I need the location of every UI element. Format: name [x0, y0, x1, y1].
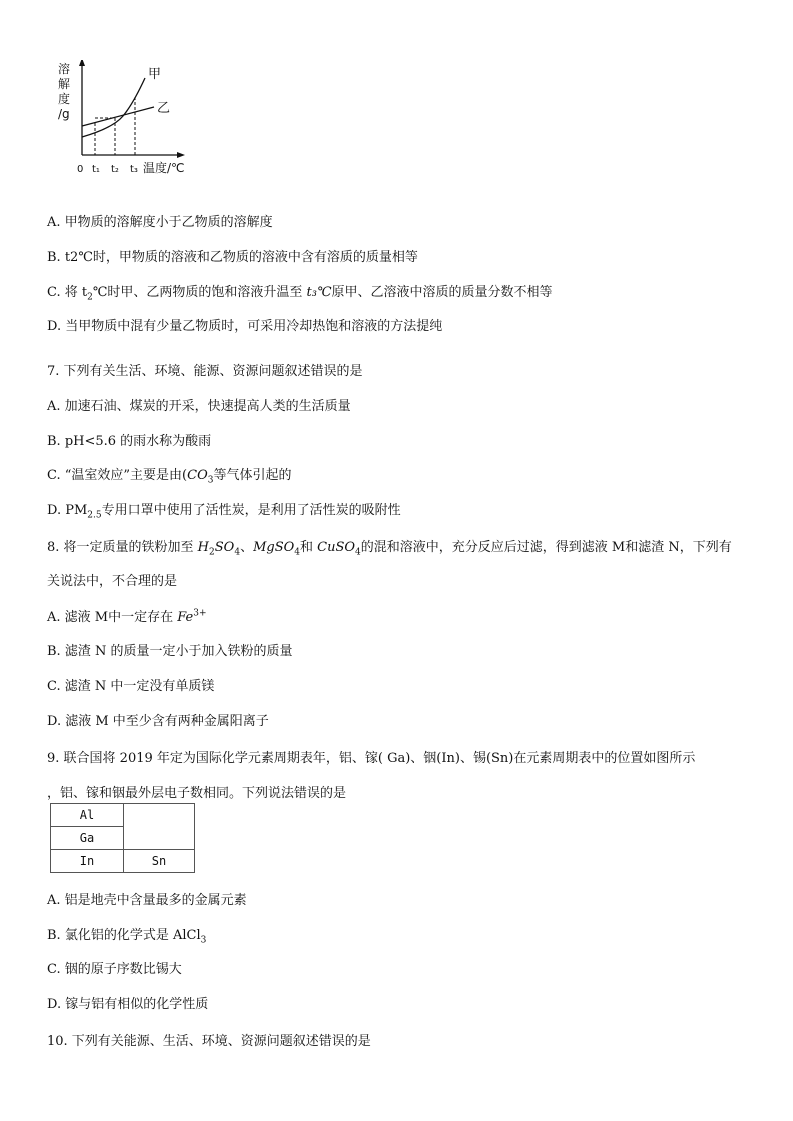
q9-option-d: D. 镓与铝有相似的化学性质 — [47, 997, 209, 1012]
q6-option-c-part2: ℃时甲、乙两物质的饱和溶液升温至 — [92, 285, 307, 300]
graph-tick-t2: t₂ — [111, 164, 119, 175]
graph-label-yi: 乙 — [157, 101, 171, 116]
q10-stem: 10. 下列有关能源、生活、环境、资源问题叙述错误的是 — [47, 1034, 371, 1049]
q8-option-c: C. 滤渣 N 中一定没有单质镁 — [47, 679, 215, 694]
q7-option-c-sub: 3 — [207, 475, 214, 486]
q6-option-d: D. 当甲物质中混有少量乙物质时，可采用冷却热饱和溶液的方法提纯 — [47, 319, 443, 334]
q6-option-c-sub: 2 — [87, 292, 93, 303]
graph-origin: 0 — [77, 164, 84, 175]
periodic-table-fragment — [50, 803, 195, 873]
graph-tick-t1: t₁ — [92, 164, 100, 175]
q8-option-a-part1: A. 滤液 M中一定存在 — [47, 610, 178, 625]
q7-option-d-sub: 2.5 — [87, 510, 102, 521]
graph-ylabel-4: /g — [58, 107, 70, 121]
q8-option-b: B. 滤渣 N 的质量一定小于加入铁粉的质量 — [47, 644, 293, 659]
q7-option-c — [47, 467, 291, 485]
q8-formula-mgso4-sub: 4 — [294, 547, 301, 558]
q8-sep2: 和 — [300, 540, 318, 555]
solubility-graph — [58, 60, 198, 180]
q8-option-a-sup: 3+ — [193, 608, 207, 619]
q9-stem-line1: 9. 联合国将 2019 年定为国际化学元素周期表年，铝、镓( Ga)、铟(In)、锡(Sn)在元素周期表中的位置如图所示 — [47, 751, 696, 766]
q6-option-c-t3: t₃℃ — [306, 285, 332, 300]
q8-stem-line1 — [47, 539, 732, 557]
q8-stem-line2: 关说法中，不合理的是 — [47, 574, 178, 589]
graph-curve-yi — [82, 107, 154, 126]
q8-formula-cuso4: CuSO — [317, 540, 356, 555]
q7-option-c-part2: 等气体引起的 — [213, 468, 292, 483]
q8-option-a-ion: Fe — [177, 610, 194, 625]
q8-formula-h2so4-h: H — [197, 540, 210, 555]
q7-option-d-part1: D. PM — [47, 503, 88, 518]
q7-option-c-formula: CO — [187, 468, 208, 483]
graph-tick-t3: t₃ — [130, 164, 138, 175]
q6-option-b: B. t2℃时，甲物质的溶液和乙物质的溶液中含有溶质的质量相等 — [47, 250, 418, 265]
q6-option-a: A. 甲物质的溶解度小于乙物质的溶解度 — [47, 215, 273, 230]
pt-cell-ga: Ga — [51, 827, 124, 850]
q7-option-d-part2: 专用口罩中使用了活性炭，是利用了活性炭的吸附性 — [101, 503, 401, 518]
q7-option-d — [47, 502, 401, 520]
q8-stem-part2: 的混和溶液中，充分反应后过滤，得到滤液 M和滤渣 N，下列有 — [360, 540, 732, 555]
pt-cell-al: Al — [51, 804, 124, 827]
graph-y-arrow — [79, 60, 85, 66]
q9-option-b-sub: 3 — [200, 935, 207, 946]
q7-stem: 7. 下列有关生活、环境、能源、资源问题叙述错误的是 — [47, 364, 363, 379]
pt-cell-sn: Sn — [124, 850, 195, 873]
q8-formula-h2so4-so: SO — [214, 540, 235, 555]
graph-ylabel-2: 解 — [58, 77, 71, 91]
q8-formula-mgso4: MgSO — [253, 540, 295, 555]
q7-option-c-part1: C. “温室效应”主要是由( — [47, 468, 188, 483]
graph-label-jia: 甲 — [148, 67, 162, 82]
pt-cell-empty — [124, 804, 195, 850]
pt-cell-in: In — [51, 850, 124, 873]
q8-sep1: 、 — [240, 540, 254, 555]
graph-ylabel-3: 度 — [58, 92, 71, 106]
q8-formula-cuso4-sub: 4 — [355, 547, 361, 558]
q8-option-d: D. 滤液 M 中至少含有两种金属阳离子 — [47, 714, 269, 729]
q9-option-b — [47, 927, 206, 945]
q9-option-a: A. 铝是地壳中含量最多的金属元素 — [47, 893, 247, 908]
q6-option-c — [47, 284, 553, 302]
q7-option-a: A. 加速石油、煤炭的开采，快速提高人类的生活质量 — [47, 399, 351, 414]
graph-x-arrow — [177, 152, 185, 158]
q9-stem-line2: ，铝、镓和铟最外层电子数相同。下列说法错误的是 — [47, 786, 347, 801]
q6-option-c-part3: 原甲、乙溶液中溶质的质量分数不相等 — [331, 285, 553, 300]
q8-stem-part1: 8. 将一定质量的铁粉加至 — [47, 540, 198, 555]
q9-option-b-part1: B. 氯化铝的化学式是 AlCl — [47, 928, 201, 943]
q6-option-c-part1: C. 将 t — [47, 285, 88, 300]
q8-formula-h2so4-sub2: 4 — [234, 547, 241, 558]
q8-option-a — [47, 609, 207, 627]
graph-ylabel-1: 溶 — [58, 62, 71, 76]
q8-formula-h2so4-sub1: 2 — [209, 547, 215, 558]
graph-xlabel: 温度/℃ — [143, 161, 185, 175]
q9-option-c: C. 铟的原子序数比锡大 — [47, 962, 182, 977]
graph-curve-jia — [82, 78, 145, 137]
q7-option-b: B. pH<5.6 的雨水称为酸雨 — [47, 434, 212, 449]
